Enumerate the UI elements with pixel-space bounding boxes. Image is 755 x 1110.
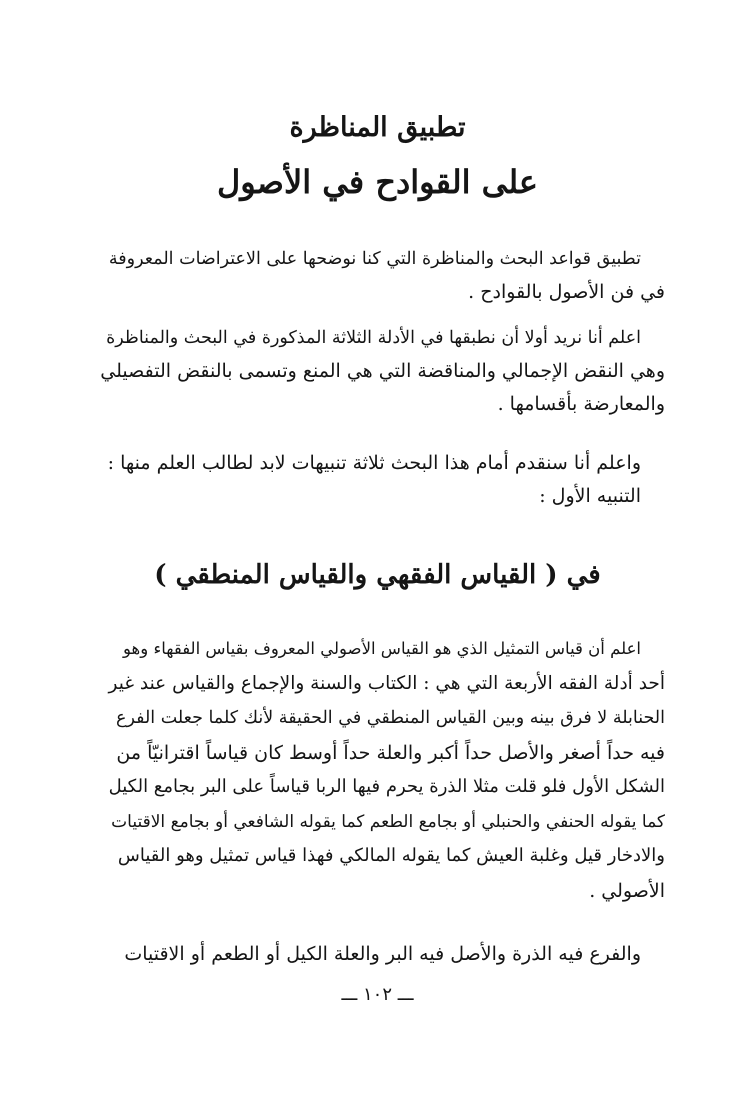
text-line: الحنابلة لا فرق بينه وبين القياس المنطقي في الحقيقة لأنك كلما جعلت الفرع	[116, 708, 665, 728]
text-line: اعلم أن قياس التمثيل الذي هو القياس الأصولي المعروف بقياس الفقهاء وهو	[123, 639, 641, 658]
section-paragraph-2	[108, 938, 665, 971]
text-line: والادخار قيل وغلبة العيش كما يقوله المالكي فهذا قياس تمثيل وهو القياس	[117, 845, 665, 866]
page-title: تطبيق المناظرة	[289, 112, 466, 143]
text-line: كما يقوله الحنفي والحنبلي أو بجامع الطعم كما يقوله الشافعي أو بجامع الاقتيات	[111, 811, 665, 832]
section-title: في ( القياس الفقهي والقياس المنطقي )	[154, 560, 601, 590]
text-line: أحد أدلة الفقه الأربعة التي هي : الكتاب والسنة والإجماع والقياس عند غير	[108, 672, 665, 694]
intro-paragraph-2	[98, 322, 665, 421]
text-line: فيه حداً أصغر والأصل حداً أكبر والعلة حداً أوسط كان قياساً اقترانيّاً من	[116, 741, 665, 764]
page-subtitle: على القوادح في الأصول	[217, 163, 538, 201]
text-line: والمعارضة بأقسامها .	[497, 393, 665, 415]
text-line: في فن الأصول بالقوادح .	[468, 281, 665, 303]
page-number: ـــ ١٠٢ ـــ	[341, 984, 414, 1005]
text-line: واعلم أنا سنقدم أمام هذا البحث ثلاثة تنبيهات لابد لطالب العلم منها :	[107, 452, 641, 474]
text-line: التنبيه الأول :	[539, 485, 641, 507]
section-paragraph-1	[108, 632, 665, 908]
intro-paragraph-3	[98, 447, 665, 513]
text-line: الشكل الأول فلو قلت مثلا الذرة يحرم فيها الربا قياساً على البر بجامع الكيل	[108, 776, 665, 797]
intro-paragraph-1	[98, 243, 665, 309]
text-line: اعلم أنا نريد أولا أن نطبقها في الأدلة الثلاثة المذكورة في البحث والمناظرة	[106, 328, 641, 348]
text-line: وهي النقض الإجمالي والمناقضة التي هي المنع وتسمى بالنقض التفصيلي	[100, 360, 665, 382]
text-line: الأصولي .	[589, 879, 665, 902]
text-line: والفرع فيه الذرة والأصل فيه البر والعلة الكيل أو الطعم أو الاقتيات	[124, 943, 641, 965]
text-line: تطبيق قواعد البحث والمناظرة التي كنا نوضحها على الاعتراضات المعروفة	[108, 249, 641, 269]
